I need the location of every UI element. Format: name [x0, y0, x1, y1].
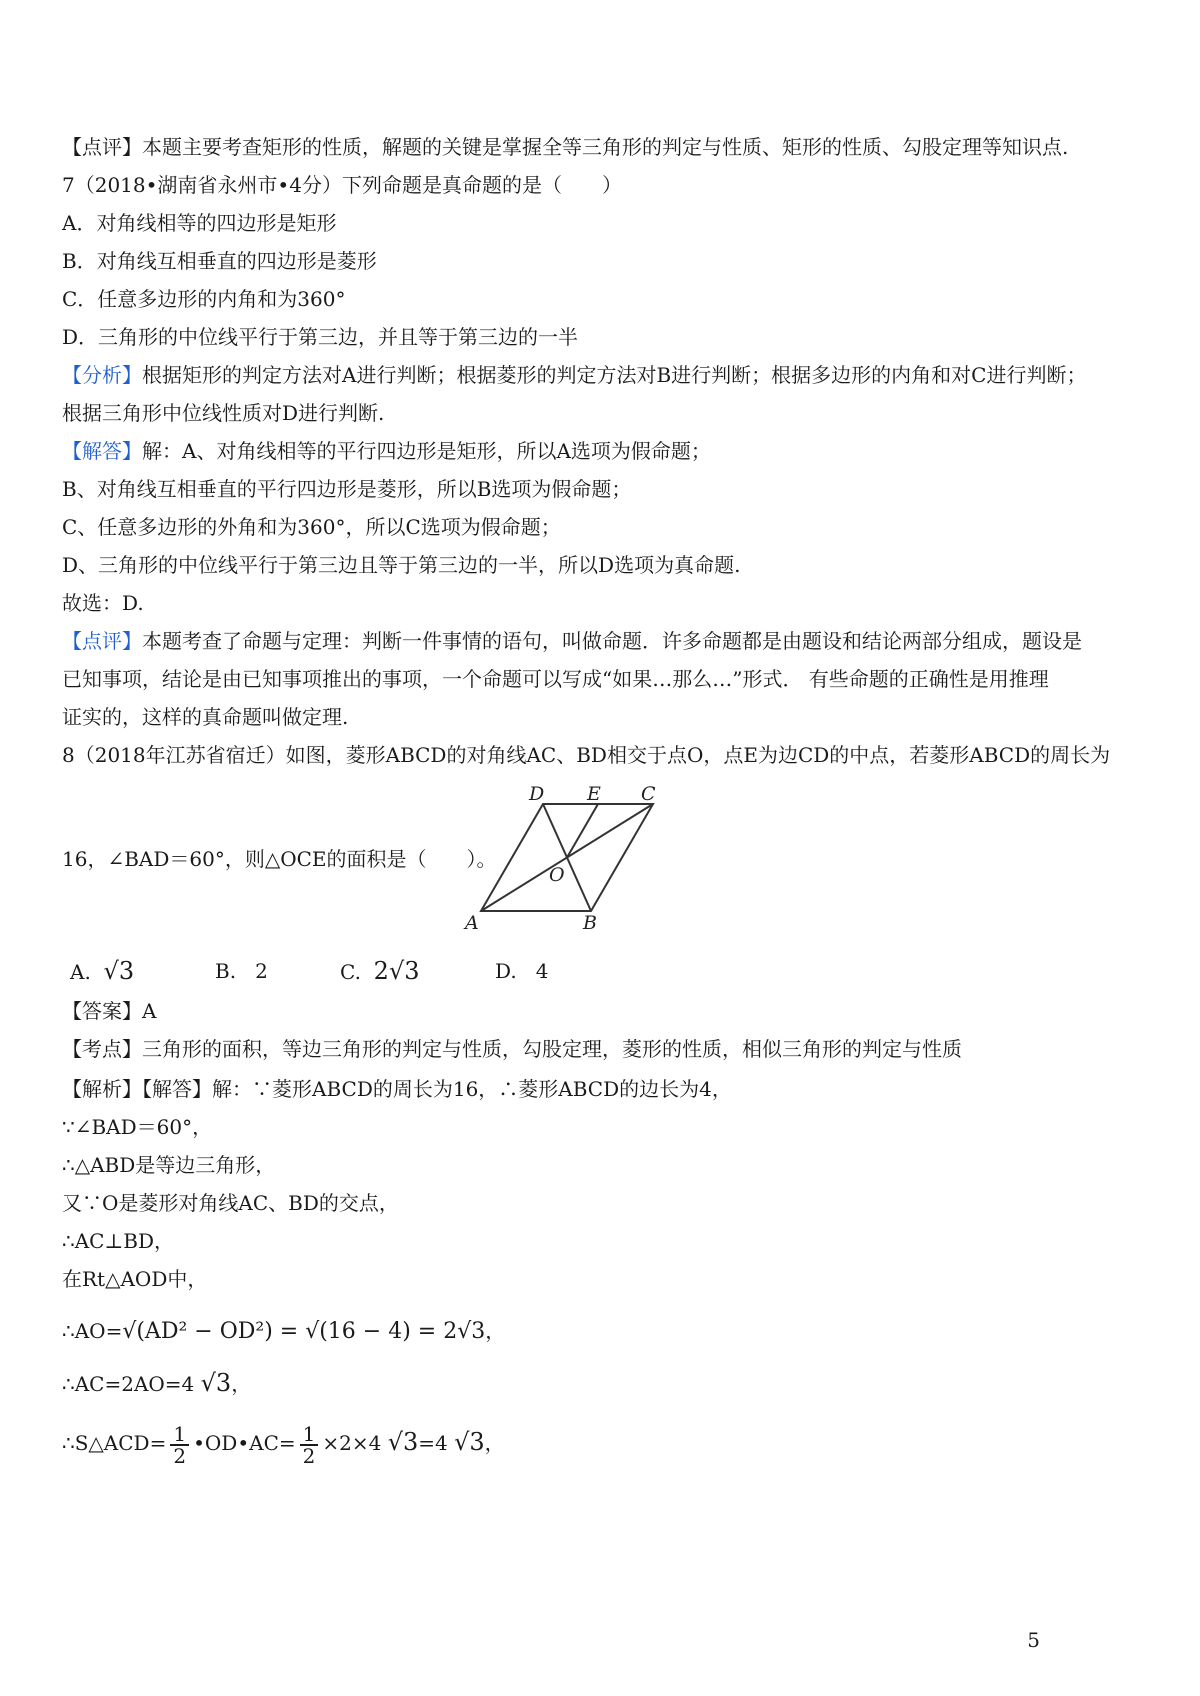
solution-line-1 [62, 438, 711, 464]
q7-option-c: C．任意多边形的内角和为360° [62, 287, 346, 311]
q7-option-d: D．三角形的中位线平行于第三边，并且等于第三边的一半 [62, 325, 579, 349]
comment-line-1 [62, 628, 1082, 654]
question-8-line-2: 16，∠BAD＝60°，则△OCE的面积是（ ）。 [62, 847, 497, 871]
option-a-value: √3 [103, 957, 135, 985]
solution8-line-1: 【解析】【解答】解：∵菱形ABCD的周长为16，∴菱形ABCD的边长为4， [62, 1077, 732, 1101]
option-d-value: 4 [535, 959, 549, 983]
solution8-line-3: ∴△ABD是等边三角形， [62, 1153, 276, 1177]
q7-option-b: B．对角线互相垂直的四边形是菱形 [62, 249, 377, 273]
comment-line-2: 已知事项，结论是由已知事项推出的事项，一个命题可以写成“如果…那么…”形式． 有些命题的正确性是用推理 [62, 667, 1049, 691]
option-b-value: 2 [255, 959, 268, 983]
q8-option-a: A. √3 [70, 957, 135, 985]
q7-option-a: A．对角线相等的四边形是矩形 [62, 211, 337, 235]
q8-option-b: B. 2 [215, 959, 268, 983]
solution8-line-5: ∴AC⊥BD， [62, 1229, 175, 1253]
fraction-half-2: $\frac{1}{2}$ [300, 1424, 319, 1466]
formula-ao: ∴AO=√(AD² − OD²) = √(16 − 4) = 2√3， [62, 1319, 506, 1344]
analysis-text-1: 根据矩形的判定方法对A进行判断；根据菱形的判定方法对B进行判断；根据多边形的内角和对C进行判断； [142, 363, 1087, 387]
solution-line-3: C、任意多边形的外角和为360°，所以C选项为假命题； [62, 515, 561, 539]
review-line: 【点评】本题主要考查矩形的性质，解题的关键是掌握全等三角形的判定与性质、矩形的性质、勾股定理等知识点. [62, 135, 1069, 159]
formula-ac: ∴AC=2AO=4 √3， [62, 1369, 252, 1397]
solution8-line-6: 在Rt△AOD中， [62, 1267, 208, 1291]
solution8-line-2: ∵∠BAD＝60°， [62, 1115, 213, 1139]
comment-text-1: 本题考查了命题与定理：判断一件事情的语句，叫做命题．许多命题都是由题设和结论两部分组成，题设是 [142, 629, 1082, 653]
q8-option-c: C. 2√3 [340, 957, 420, 985]
knowledge-point-line: 【考点】三角形的面积，等边三角形的判定与性质，勾股定理，菱形的性质，相似三角形的判定与性质 [62, 1037, 962, 1061]
page-number: 5 [1027, 1628, 1040, 1652]
solution8-line-4: 又∵O是菱形对角线AC、BD的交点， [62, 1191, 399, 1215]
label-d: D [529, 784, 545, 805]
formula-ao-expression: √(AD² − OD²) = √(16 − 4) = 2√3 [122, 1319, 486, 1344]
label-c: C [641, 784, 656, 805]
formula-area: ∴S△ACD= $\frac{1}{2}$ •OD•AC= $\frac{1}{2}$ ×2×4 √3=4 √3， [62, 1421, 505, 1468]
formula-ac-radical: √3 [200, 1369, 232, 1397]
label-a: A [465, 912, 479, 934]
label-b: B [583, 912, 597, 934]
label-e: E [587, 784, 601, 805]
comment-tag: 【点评】 [62, 629, 142, 653]
solution-tag: 【解答】 [62, 439, 142, 463]
solution-line-2: B、对角线互相垂直的平行四边形是菱形，所以B选项为假命题； [62, 477, 632, 501]
segment-oe [567, 804, 598, 858]
solution-text-1: 解：A、对角线相等的平行四边形是矩形，所以A选项为假命题； [142, 439, 711, 463]
comment-line-3: 证实的，这样的真命题叫做定理. [62, 705, 349, 729]
question-7: 7（2018•湖南省永州市•4分）下列命题是真命题的是（ ） [62, 173, 622, 197]
fraction-half-1: $\frac{1}{2}$ [170, 1424, 189, 1466]
analysis-line-2: 根据三角形中位线性质对D进行判断. [62, 401, 385, 425]
rhombus-figure [463, 784, 693, 934]
option-c-value: 2√3 [373, 957, 420, 985]
answer-line: 【答案】A [62, 999, 157, 1023]
solution-line-4: D、三角形的中位线平行于第三边且等于第三边的一半，所以D选项为真命题. [62, 553, 741, 577]
q8-option-d: D. 4 [495, 959, 549, 983]
analysis-tag: 【分析】 [62, 363, 142, 387]
label-o: O [549, 864, 565, 886]
solution-choice: 故选：D. [62, 591, 144, 615]
question-8-line-1: 8（2018年江苏省宿迁）如图，菱形ABCD的对角线AC、BD相交于点O，点E为边CD的中点，若菱形ABCD的周长为 [62, 743, 1111, 767]
analysis-line-1 [62, 362, 1086, 388]
